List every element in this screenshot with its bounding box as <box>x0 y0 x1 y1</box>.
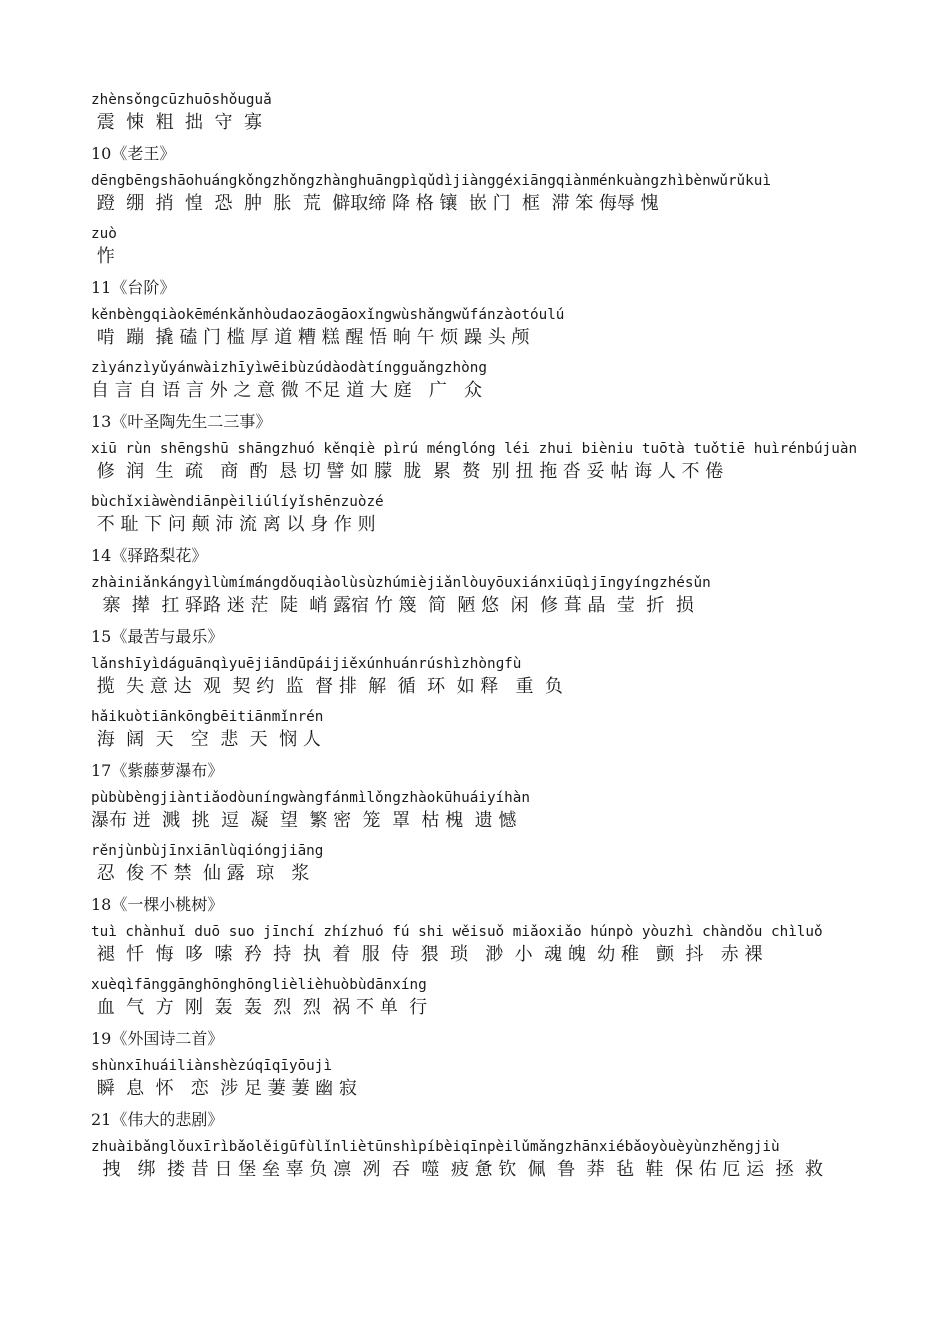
lesson-17-row-1 <box>91 788 910 833</box>
hanzi-line: 褪 忏 悔 哆 嗦 矜 持 执 着 服 侍 猥 琐 渺 小 魂 魄 幼 稚 颤 抖 赤 裸 <box>91 944 763 965</box>
hanzi-line: 不 耻 下 问 颠 沛 流 离 以 身 作 则 <box>91 514 376 535</box>
lesson-heading-15: 15《最苦与最乐》 <box>91 627 224 646</box>
pinyin-line: zhàiniǎnkángyìlùmímángdǒuqiàolùsùzhúmièjiǎnlòuyōuxiánxiūqìjīngyíngzhésǔn <box>91 575 711 591</box>
hanzi-line: 修 润 生 疏 商 酌 恳 切 譬 如 朦 胧 累 赘 别 扭 拖 沓 妥 帖 诲 人 不 倦 <box>91 461 724 482</box>
pinyin-line: pùbùbèngjiàntiǎodòuníngwàngfánmìlǒngzhàokūhuáiyíhàn <box>91 790 530 806</box>
hanzi-line: 血 气 方 刚 轰 轰 烈 烈 祸 不 单 行 <box>91 997 428 1018</box>
lesson-15-row-2 <box>91 707 910 752</box>
pinyin-line: lǎnshīyìdáguānqìyuējiāndūpáijiěxúnhuánrúshìzhònɡfù <box>91 656 522 672</box>
lesson-21-row-1 <box>91 1137 910 1182</box>
pinyin-line: tuì chànhuǐ duō suo jīnchí zhízhuó fú shi wěisuǒ miǎoxiǎo húnpò yòuzhì chàndǒu chìluǒ <box>91 924 823 940</box>
pinyin-line: dēngbēngshāohuángkǒngzhǒngzhànghuāngpìqǔdìjiànggéxiāngqiànménkuàngzhìbènwǔrǔkuì <box>91 173 771 189</box>
pinyin-line: xiū rùn shēngshū shāngzhuó kěnqiè pìrú ménglóng léi zhui bièniu tuōtà tuǒtiē huìrénbújuàn <box>91 441 858 457</box>
intro-block <box>91 90 910 135</box>
lesson-heading-19: 19《外国诗二首》 <box>91 1029 224 1048</box>
lesson-13-row-1 <box>91 439 910 484</box>
hanzi-line: 蹬 绷 捎 惶 恐 肿 胀 荒 僻取缔 降 格 镶 嵌 门 框 滞 笨 侮辱 愧 <box>91 193 659 214</box>
lesson-14-row-1 <box>91 573 910 618</box>
lesson-11-row-1 <box>91 305 910 350</box>
pinyin-line: xuèqìfānggānghōnghōnglièlièhuòbùdānxíng <box>91 977 427 993</box>
hanzi-line: 怍 <box>91 246 115 267</box>
lesson-heading-17: 17《紫藤萝瀑布》 <box>91 761 224 780</box>
lesson-10-row-1 <box>91 171 910 216</box>
pinyin-line: zìyánzìyǔyánwàizhīyìwēibùzúdàodàtíngguǎngzhòng <box>91 360 487 376</box>
pinyin-line: zuò <box>91 226 117 242</box>
pinyin-line: rěnjùnbùjīnxiānlùqióngjiāng <box>91 843 324 859</box>
lesson-heading-18: 18《一棵小桃树》 <box>91 895 224 914</box>
lesson-heading-21: 21《伟大的悲剧》 <box>91 1110 224 1129</box>
pinyin-line: zhuàibǎnglǒuxīrìbǎolěigūfùlǐnliètūnshìpíbèiqīnpèilǔmǎngzhānxiébǎoyòuèyùnzhěngjiù <box>91 1139 780 1155</box>
lesson-13-row-2 <box>91 492 910 537</box>
lesson-15-row-1 <box>91 654 910 699</box>
pinyin-line: bùchǐxiàwèndiānpèiliúlíyǐshēnzuòzé <box>91 494 384 510</box>
pinyin-line: shùnxīhuáiliànshèzúqīqīyōujì <box>91 1058 333 1074</box>
lesson-17-row-2 <box>91 841 910 886</box>
hanzi-line: 忍 俊 不 禁 仙 露 琼 浆 <box>91 863 310 884</box>
hanzi-line: 啃 蹦 撬 磕 门 槛 厚 道 糟 糕 醒 悟 晌 午 烦 躁 头 颅 <box>91 327 530 348</box>
hanzi-line: 寨 撵 扛 驿路 迷 茫 陡 峭 露宿 竹 篾 简 陋 悠 闲 修 葺 晶 莹 折 损 <box>91 595 694 616</box>
pinyin-line: hǎikuòtiānkōngbēitiānmǐnrén <box>91 709 324 725</box>
hanzi-line: 海 阔 天 空 悲 天 悯 人 <box>91 729 321 750</box>
hanzi-line: 震 悚 粗 拙 守 寡 <box>91 112 262 133</box>
hanzi-line: 自 言 自 语 言 外 之 意 微 不足 道 大 庭 广 众 <box>91 380 482 401</box>
pinyin-line: zhènsǒngcūzhuōshǒuguǎ <box>91 92 272 108</box>
lesson-19-row-1 <box>91 1056 910 1101</box>
hanzi-line: 瀑布 迸 溅 挑 逗 凝 望 繁 密 笼 罩 枯 槐 遗 憾 <box>91 810 517 831</box>
lesson-11-row-2 <box>91 358 910 403</box>
lesson-18-row-1 <box>91 922 910 967</box>
hanzi-line: 揽 失 意 达 观 契 约 监 督 排 解 循 环 如 释 重 负 <box>91 676 563 697</box>
lesson-10-row-2 <box>91 224 910 269</box>
hanzi-line: 瞬 息 怀 恋 涉 足 萋 萋 幽 寂 <box>91 1078 357 1099</box>
pinyin-line: kěnbèngqiàokēménkǎnhòudaozāogāoxǐngwùshǎngwǔfánzàotóulú <box>91 307 565 323</box>
lesson-18-row-2 <box>91 975 910 1020</box>
hanzi-line: 拽 绑 搂 昔 日 堡 垒 辜 负 凛 冽 吞 噬 疲 惫 钦 佩 鲁 莽 毡 鞋 保 佑 厄 运 拯 救 <box>91 1159 824 1180</box>
lesson-heading-14: 14《驿路梨花》 <box>91 546 208 565</box>
lesson-heading-13: 13《叶圣陶先生二三事》 <box>91 412 272 431</box>
lesson-heading-10: 10《老王》 <box>91 144 176 163</box>
lesson-heading-11: 11《台阶》 <box>91 278 176 297</box>
